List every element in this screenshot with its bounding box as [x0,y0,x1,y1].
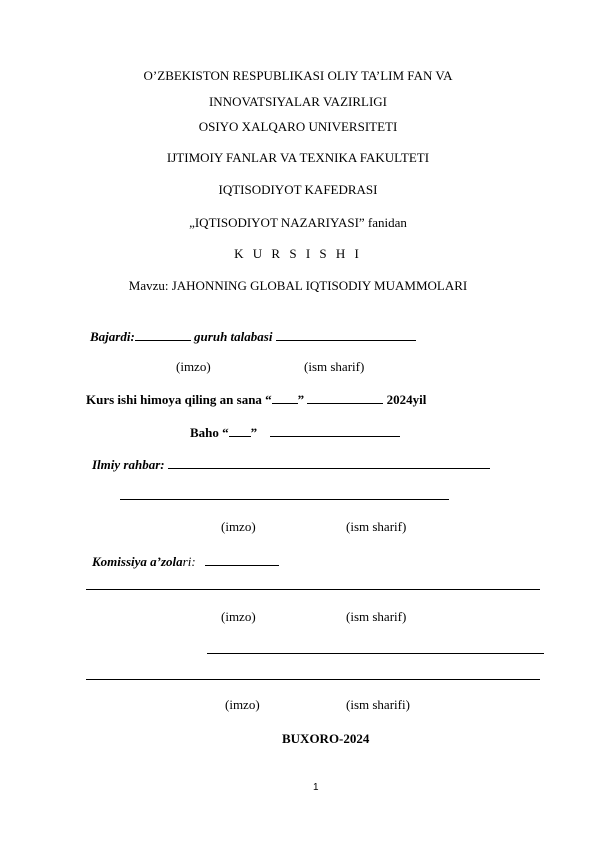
defense-date-label: Kurs ishi himoya qiling an sana “ [86,392,272,407]
committee-short-blank [205,553,279,566]
committee-line-3 [86,679,540,680]
supervisor-imzo-caption: (imzo) [221,519,256,534]
committee2-ism-sharifi-caption: (ism sharifi) [346,697,410,712]
student-line [90,328,416,345]
committee-label: Komissiya a’zolari: [92,554,196,569]
committee-line-1 [86,589,540,590]
committee-line-2 [207,653,544,654]
grade-blank [229,424,251,437]
page-number: 1 [313,782,319,793]
imzo-caption: (imzo) [176,359,211,374]
bajardi-label: Bajardi: [90,329,135,344]
defense-day-blank [272,391,298,404]
faculty-name: IJTIMOIY FANLAR VA TEXNIKA FAKULTETI [166,150,430,165]
topic-title: Mavzu: JAHONNING GLOBAL IQTISODIY MUAMMOLARI [128,278,468,293]
subject-title: „IQTISODIYOT NAZARIYASI” fanidan [189,215,407,230]
committee-ism-sharif-caption: (ism sharif) [346,609,407,624]
ministry-line-1: O’ZBEKISTON RESPUBLIKASI OLIY TA’LIM FAN VA [143,68,453,83]
committee-line [92,553,279,570]
grade-signature-blank [270,424,400,437]
group-student-label: guruh talabasi [194,329,273,344]
ism-sharif-caption: (ism sharif) [304,359,365,374]
group-number-blank [135,328,191,341]
grade-line [190,424,400,441]
university-name: OSIYO XALQARO UNIVERSITETI [198,119,398,134]
supervisor-ism-sharif-caption: (ism sharif) [346,519,407,534]
work-type: K U R S I S H I [234,246,362,261]
defense-year: 2024yil [386,392,427,407]
committee2-imzo-caption: (imzo) [225,697,260,712]
ministry-line-2: INNOVATSIYALAR VAZIRLIGI [208,94,388,109]
defense-quote-close: ” [297,392,305,407]
supervisor-label: Ilmiy rahbar: [92,457,165,472]
grade-quote-close: ” [250,425,258,440]
supervisor-extra-line [120,499,449,500]
city-year: BUXORO-2024 [282,731,370,746]
department-name: IQTISODIYOT KAFEDRASI [218,182,378,197]
student-name-blank [276,328,416,341]
supervisor-name-blank [168,456,490,469]
supervisor-line [92,456,490,473]
grade-label: Baho “ [190,425,229,440]
committee-imzo-caption: (imzo) [221,609,256,624]
defense-date-line [86,391,426,408]
defense-month-blank [307,391,383,404]
